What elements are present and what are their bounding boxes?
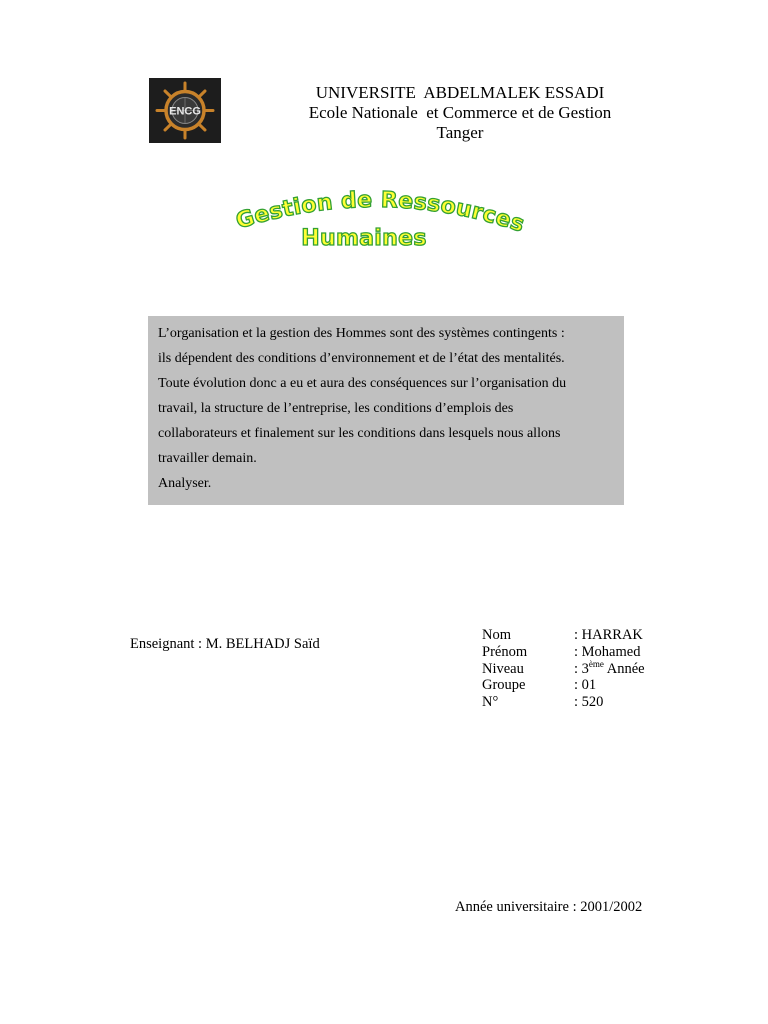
encg-logo [149,78,221,143]
subject-instruction: Analyser. [158,476,212,491]
student-row-numero [482,694,645,711]
logo-text: ENCG [169,105,201,118]
school-name: Ecole Nationale et Commerce et de Gestion [308,103,612,122]
subject-line: collaborateurs et finalement sur les conditions dans lesquels nous allons [158,426,561,441]
academic-year: Année universitaire : 2001/2002 [455,899,643,915]
ship-wheel-icon [149,78,221,143]
city-name: Tanger [436,123,484,142]
prenom-value: : Mohamed [574,643,641,660]
prenom-label: Prénom [482,643,528,660]
student-row-niveau [482,658,645,678]
student-row-prenom [482,644,645,661]
title-line-2: Humaines [301,226,427,251]
niveau-superscript: ème [588,658,604,669]
nom-value: : HARRAK [574,627,643,643]
niveau-label: Niveau [482,660,524,677]
subject-line: ils dépendent des conditions d’environnement et de l’état des mentalités. [158,351,565,366]
university-name: UNIVERSITE ABDELMALEK ESSADI [315,83,605,102]
nom-label: Nom [482,627,511,643]
numero-label: N° [482,694,499,711]
groupe-value: : 01 [574,677,597,694]
title-line-1: Gestion de Ressources [233,187,528,238]
numero-value: : 520 [574,694,604,711]
groupe-label: Groupe [482,677,526,694]
student-row-nom [482,627,645,644]
student-info [482,627,645,711]
niveau-value: : 3ème Année [574,658,645,677]
subject-line: travail, la structure de l’entreprise, les conditions d’emplois des [158,401,514,416]
institution-header [280,83,640,143]
subject-line: L’organisation et la gestion des Hommes sont des systèmes contingents : [158,326,565,341]
subject-box [148,316,624,505]
subject-line: Toute évolution donc a eu et aura des conséquences sur l’organisation du [158,376,567,391]
student-row-groupe [482,677,645,694]
document-title [190,180,570,270]
teacher-name: Enseignant : M. BELHADJ Saïd [130,636,320,652]
subject-line: travailler demain. [158,451,257,466]
